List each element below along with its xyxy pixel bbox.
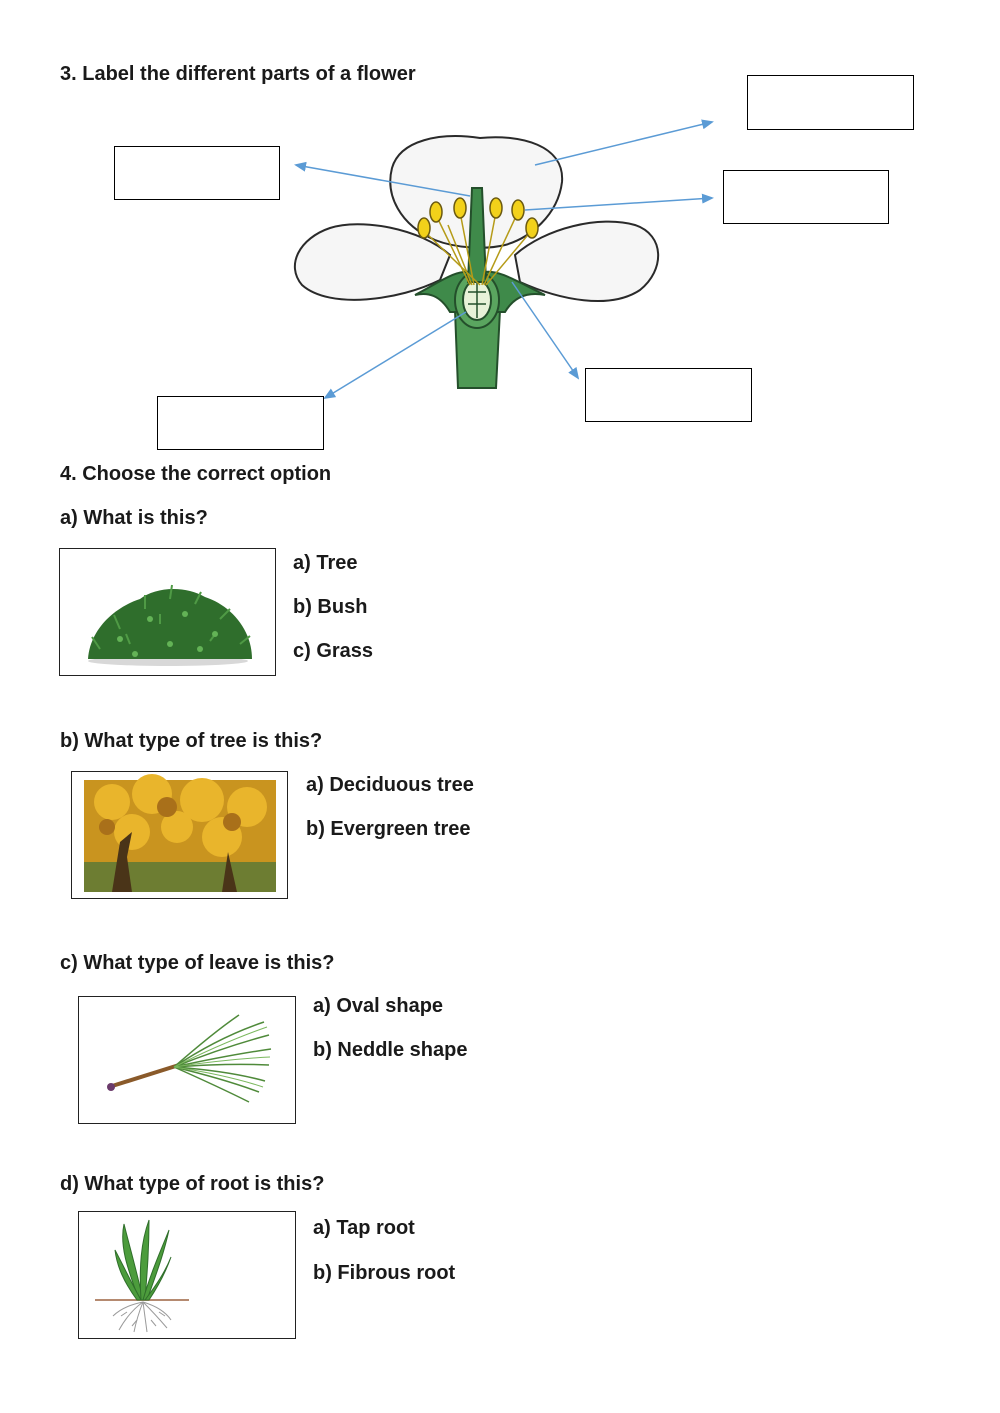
label-box-bottom-left[interactable] — [157, 396, 324, 450]
question-a-prompt: a) What is this? — [60, 507, 208, 529]
pine-needles-image — [78, 996, 296, 1124]
question-a-option-1[interactable]: a) Tree — [293, 552, 358, 574]
question-a-option-3[interactable]: c) Grass — [293, 640, 374, 662]
label-box-middle-right[interactable] — [723, 170, 889, 224]
flower-diagram — [0, 0, 1000, 460]
question-c-prompt: c) What type of leave is this? — [60, 952, 335, 974]
section-4-title: 4. Choose the correct option — [60, 463, 332, 485]
fibrous-root-plant-image — [78, 1211, 296, 1339]
question-b-option-2[interactable]: b) Evergreen tree — [306, 818, 471, 840]
question-c-option-1[interactable]: a) Oval shape — [313, 995, 444, 1017]
label-box-bottom-right[interactable] — [585, 368, 752, 422]
label-box-top-right[interactable] — [747, 75, 914, 130]
question-d-prompt: d) What type of root is this? — [60, 1173, 325, 1195]
section-3-title: 3. Label the different parts of a flower — [60, 63, 416, 85]
question-d-option-1[interactable]: a) Tap root — [313, 1217, 415, 1239]
question-a-option-2[interactable]: b) Bush — [293, 596, 368, 618]
question-d-option-2[interactable]: b) Fibrous root — [313, 1262, 456, 1284]
question-b-option-1[interactable]: a) Deciduous tree — [306, 774, 474, 796]
question-c-option-2[interactable]: b) Neddle shape — [313, 1039, 468, 1061]
arrow-top-right — [535, 122, 712, 165]
label-box-left[interactable] — [114, 146, 280, 200]
bush-image — [59, 548, 276, 676]
question-b-prompt: b) What type of tree is this? — [60, 730, 323, 752]
arrow-bottom-left — [325, 312, 466, 398]
autumn-tree-image — [71, 771, 288, 899]
